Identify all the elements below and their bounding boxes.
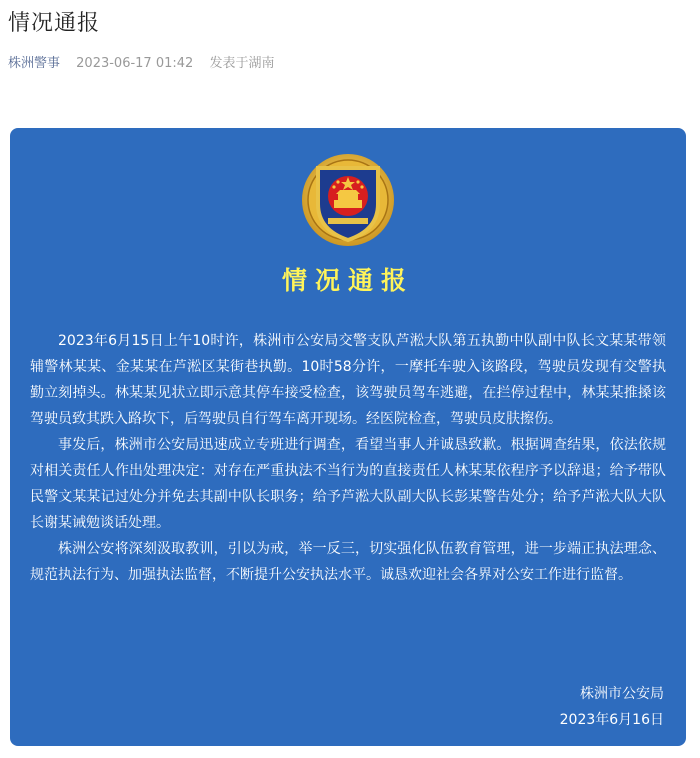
- issue-date: 2023年6月16日: [559, 712, 664, 728]
- notice-paragraph: 事发后，株洲市公安局迅速成立专班进行调查，看望当事人并诚恳致歉。根据调查结果，依法依规对相关责任人作出处理决定：对存在严重执法不当行为的直接责任人林某某依程序予以辞退；给予带队民警文某某记过处分并免去其副中队长职务；给予芦淞大队副大队长彭某警告处分；给予芦淞大队大队长谢某诫勉谈话处理。: [30, 437, 666, 531]
- notice-title: 情况通报: [281, 266, 414, 295]
- author-link[interactable]: 株洲警事: [8, 56, 61, 71]
- notice-body: [30, 328, 666, 588]
- notice-card: [10, 128, 686, 746]
- article-title: 情况通报: [8, 11, 101, 36]
- police-emblem-icon: [298, 148, 398, 248]
- notice-paragraph: 株洲公安将深刻汲取教训，引以为戒，举一反三，切实强化队伍教育管理，进一步端正执法理念、规范执法行为、加强执法监督，不断提升公安执法水平。诚恳欢迎社会各界对公安工作进行监督。: [30, 541, 666, 583]
- article-meta: [8, 52, 274, 71]
- notice-signature: [560, 681, 664, 733]
- issuer: 株洲市公安局: [580, 686, 664, 702]
- notice-paragraph: 2023年6月15日上午10时许，株洲市公安局交警支队芦淞大队第五执勤中队副中队长文某某带领辅警林某某、金某某在芦淞区某街巷执勤。10时58分许，一摩托车驶入该路段，驾驶员发现有交警执勤立刻掉头。林某某见状立即示意其停车接受检查，该驾驶员驾车逃避，在拦停过程中，林某某推搡该驾驶员致其跌入路坎下，后驾驶员自行驾车离开现场。经医院检查，驾驶员皮肤擦伤。: [30, 333, 666, 427]
- publish-date: 2023-06-17 01:42: [76, 56, 194, 71]
- publish-location: 发表于湖南: [209, 56, 275, 71]
